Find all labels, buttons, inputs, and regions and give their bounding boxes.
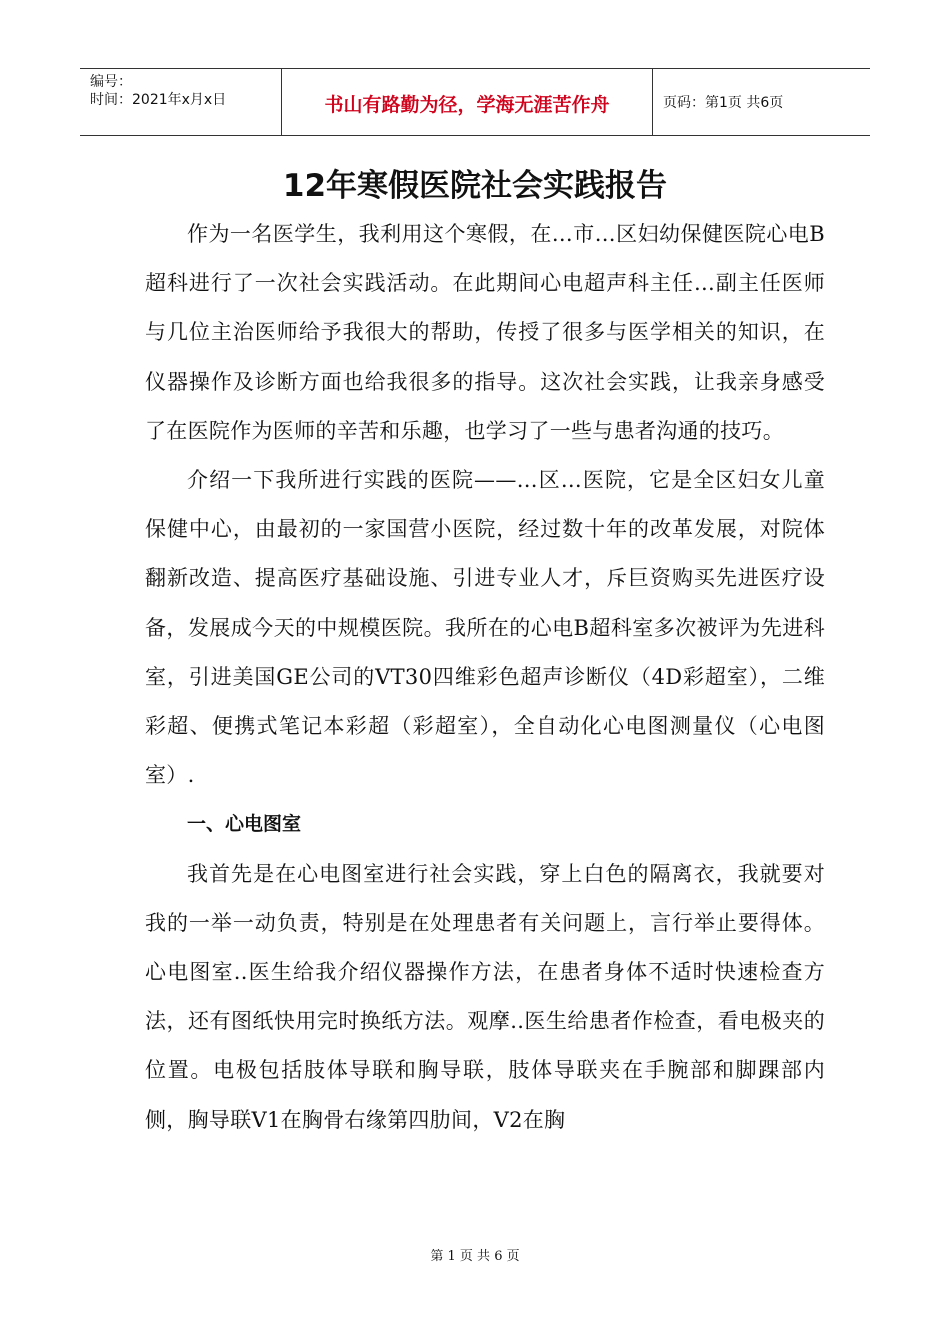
page-footer: 第 1 页 共 6 页: [430, 1249, 520, 1264]
header-page-indicator: 页码：第1页 共6页: [663, 95, 784, 111]
paragraph-hospital-overview: 介绍一下我所进行实践的医院——…区…医院，它是全区妇女儿童保健中心，由最初的一家国营小医院，经过数十年的改革发展，对院体翻新改造、提高医疗基础设施、引进专业人才，斥巨资购买先进医疗设备，发展成今天的中规模医院。我所在的心电B超科室多次被评为先进科室，引进美国GE公司的VT30四维彩色超声诊断仪（4D彩超室），二维彩超、便携式笔记本彩超（彩超室），全自动化心电图测量仪（心电图室）.: [145, 468, 825, 788]
document-date-label: 时间：2021年x月x日: [90, 92, 227, 108]
document-body: [145, 210, 825, 1145]
header-meta-cell: [80, 69, 282, 135]
header-motto: 书山有路勤为径，学海无涯苦作舟: [282, 69, 653, 135]
paragraph-intro: 作为一名医学生，我利用这个寒假，在…市…区妇幼保健医院心电B超科进行了一次社会实践活动。在此期间心电超声科主任…副主任医师与几位主治医师给予我很大的帮助，传授了很多与医学相关的知识，在仪器操作及诊断方面也给我很多的指导。这次社会实践，让我亲身感受了在医院作为医师的辛苦和乐趣，也学习了一些与患者沟通的技巧。: [145, 222, 825, 443]
section-heading-ecg-room: 一、心电图室: [187, 813, 302, 836]
document-number-label: 编号：: [90, 74, 132, 90]
paragraph-ecg-room: 我首先是在心电图室进行社会实践，穿上白色的隔离衣，我就要对我的一举一动负责，特别是在处理患者有关问题上，言行举止要得体。心电图室..医生给我介绍仪器操作方法，在患者身体不适时快速检查方法，还有图纸快用完时换纸方法。观摩..医生给患者作检查，看电极夹的位置。电极包括肢体导联和胸导联，肢体导联夹在手腕部和脚踝部内侧，胸导联V1在胸骨右缘第四肋间，V2在胸: [145, 861, 825, 1132]
document-title: 12年寒假医院社会实践报告: [282, 168, 668, 204]
header-table: [80, 68, 870, 136]
